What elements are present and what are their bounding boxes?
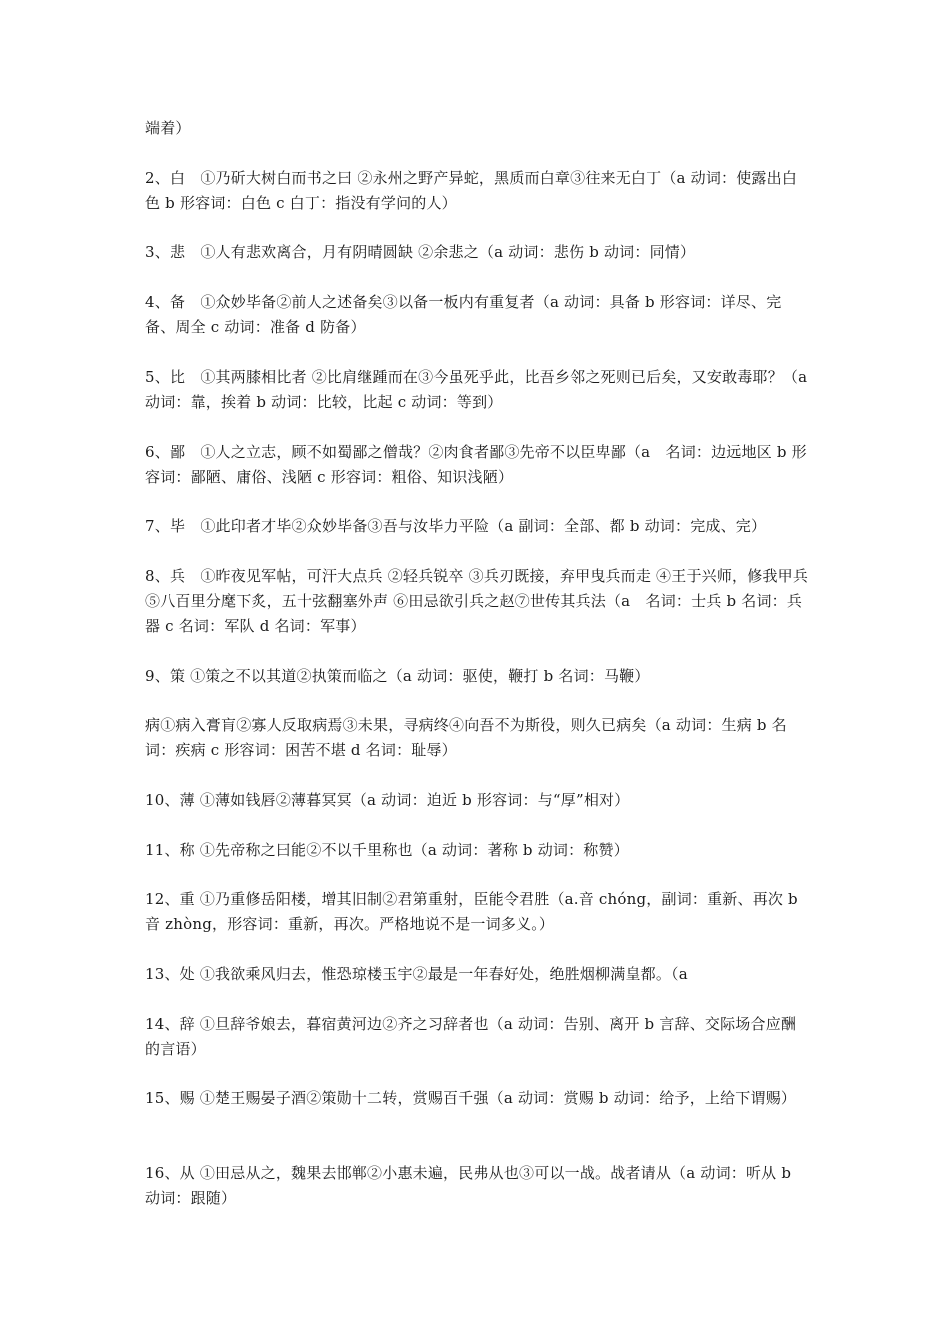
text-paragraph: 5、比 ①其两膝相比者 ②比肩继踵而在③今虽死乎此，比吾乡邻之死则已后矣，又安敢毒耶？（a 动词：靠，挨着 b 动词：比较，比起 c 动词：等到） [145, 368, 808, 411]
text-paragraph: 15、赐 ①楚王赐晏子酒②策勋十二转，赏赐百千强（a 动词：赏赐 b 动词：给予，上给下谓赐） [145, 1089, 797, 1107]
text-paragraph: 8、兵 ①昨夜见军帖，可汗大点兵 ②轻兵锐卒 ③兵刃既接，弃甲曳兵而走 ④王于兴师，修我甲兵⑤八百里分麾下炙，五十弦翻塞外声 ⑥田忌欲引兵之赵⑦世传其兵法（a 名词：士兵 b 名词：兵器 c 名词：军队 d 名词：军事） [145, 567, 809, 635]
text-paragraph: 13、处 ①我欲乘风归去，惟恐琼楼玉宇②最是一年春好处，绝胜烟柳满皇都。（a [145, 965, 688, 983]
text-paragraph: 16、从 ①田忌从之，魏果去邯郸②小惠未遍，民弗从也③可以一战。战者请从（a 动词：听从 b 动词：跟随） [145, 1164, 792, 1207]
text-paragraph: 11、称 ①先帝称之曰能②不以千里称也（a 动词：著称 b 动词：称赞） [145, 841, 629, 859]
text-paragraph: 12、重 ①乃重修岳阳楼，增其旧制②君第重射，臣能令君胜（a.音 chóng，副词：重新、再次 b 音 zhòng，形容词：重新，再次。严格地说不是一词多义。） [145, 890, 798, 933]
text-paragraph: 端着） [145, 119, 191, 137]
text-paragraph: 7、毕 ①此印者才毕②众妙毕备③吾与汝毕力平险（a 副词：全部、都 b 动词：完成、完） [145, 517, 767, 535]
text-paragraph: 2、白 ①乃斫大树白而书之曰 ②永州之野产异蛇，黑质而白章③往来无白丁（a 动词：使露出白色 b 形容词：白色 c 白丁：指没有学问的人） [145, 169, 798, 212]
text-paragraph: 3、悲 ①人有悲欢离合，月有阴晴圆缺 ②余悲之（a 动词：悲伤 b 动词：同情） [145, 243, 696, 261]
text-paragraph: 病①病入膏肓②寡人反取病焉③未果，寻病终④向吾不为斯役，则久已病矣（a 动词：生病 b 名词：疾病 c 形容词：困苦不堪 d 名词：耻辱） [145, 716, 787, 759]
text-paragraph: 6、鄙 ①人之立志，顾不如蜀鄙之僧哉？②肉食者鄙③先帝不以臣卑鄙（a 名词：边远地区 b 形容词：鄙陋、庸俗、浅陋 c 形容词：粗俗、知识浅陋） [145, 443, 807, 486]
text-paragraph: 14、辞 ①旦辞爷娘去，暮宿黄河边②齐之习辞者也（a 动词：告别、离开 b 言辞、交际场合应酬的言语） [145, 1015, 797, 1058]
text-paragraph: 9、策 ①策之不以其道②执策而临之（a 动词：驱使，鞭打 b 名词：马鞭） [145, 667, 650, 685]
text-paragraph: 10、薄 ①薄如钱唇②薄暮冥冥（a 动词：迫近 b 形容词：与“厚”相对） [145, 791, 630, 809]
text-paragraph: 4、备 ①众妙毕备②前人之述备矣③以备一板内有重复者（a 动词：具备 b 形容词：详尽、完备、周全 c 动词：准备 d 防备） [145, 293, 782, 336]
